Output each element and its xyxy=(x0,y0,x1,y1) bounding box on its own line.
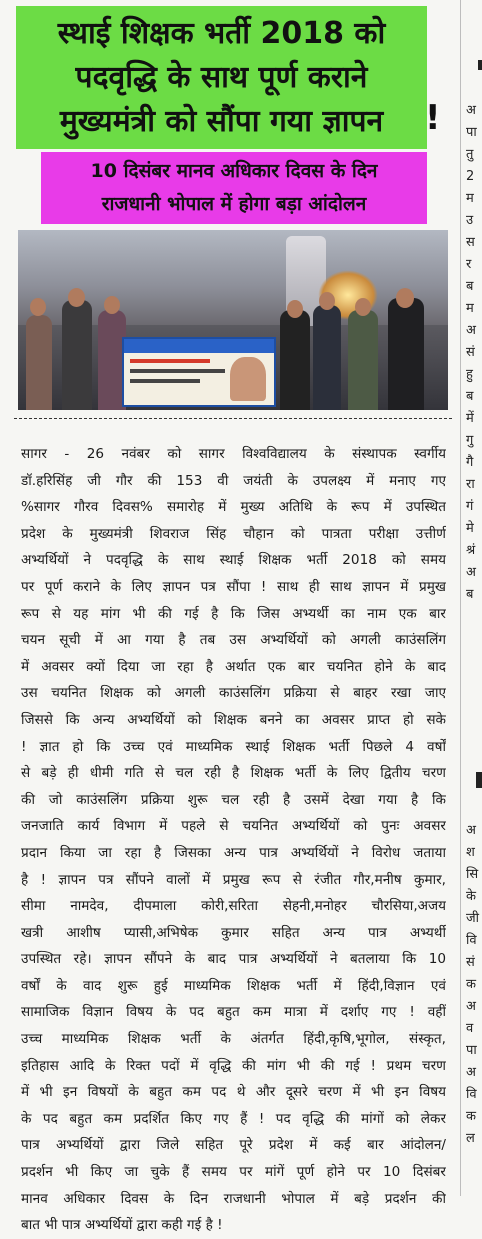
sidebar-fragment: अ xyxy=(466,999,476,1014)
article-line: उस चयनित शिक्षक को अगली काउंसलिंग प्रक्रिया से बाहर रखा जाए xyxy=(21,685,446,702)
article-line: है ! ज्ञापन पत्र सौंपने वालों में प्रमुख रूप से रंजीत गौर,मनीष कुमार, xyxy=(21,871,446,888)
sidebar-fragment: र xyxy=(466,257,472,272)
news-photo xyxy=(18,230,448,410)
sidebar-fragment: पा xyxy=(466,125,477,140)
sidebar-fragment: ब xyxy=(466,389,474,404)
headline-exclamation: ! xyxy=(425,98,441,138)
article-line: से बड़े ही धीमी गति से चल रही है शिक्षक भर्ती के लिए द्वितीय चरण xyxy=(21,765,446,782)
sidebar-fragment: स xyxy=(466,235,475,250)
article-line: पात्र अभ्यर्थियों द्वारा जिले सहित पूरे प्रदेश में कई बार आंदोलन/ xyxy=(21,1137,446,1154)
sidebar-fragment: म xyxy=(466,301,474,316)
sidebar-fragment: सि xyxy=(466,867,479,882)
sidebar-fragment: व xyxy=(466,1021,474,1036)
article-line: में अवसर क्यों दिया जा रहा है अर्थात एक बार चयनित होने के बाद xyxy=(21,658,446,675)
headline-line: मुख्यमंत्री को सौंपा गया ज्ञापन xyxy=(59,104,384,139)
sidebar-fragment: सं xyxy=(466,955,475,970)
sidebar-fragment: में xyxy=(466,411,474,426)
sidebar-fragment: म xyxy=(466,191,474,206)
sidebar-fragment: के xyxy=(466,889,476,904)
article-line: में भी इन विषयों के बहुत कम पद थे और दूसरे चरण में भी इन विषय xyxy=(21,1084,446,1101)
sidebar-fragment: हु xyxy=(466,367,473,382)
sidebar-fragment: उ xyxy=(466,213,474,228)
article-line: प्रदर्शन भी किए जा चुके हैं समय पर मांगें पूर्ण होने पर 10 दिसंबर xyxy=(21,1164,446,1181)
article-line: उपस्थित रहे। ज्ञापन सौंपने के बाद पात्र अभ्यर्थियों ने बतलाया कि 10 xyxy=(21,951,446,968)
sidebar-fragment: अ xyxy=(466,1065,476,1080)
subheadline-line: राजधानी भोपाल में होगा बड़ा आंदोलन xyxy=(101,193,367,215)
headline-line: पदवृद्धि के साथ पूर्ण कराने xyxy=(75,60,368,95)
article-line: ! ज्ञात हो कि उच्च एवं माध्यमिक स्थाई शिक्षक भर्ती पिछले 4 वर्षों xyxy=(21,738,446,755)
sidebar-fragment: ल xyxy=(466,1131,475,1146)
article-line: पर पूर्ण कराने के लिए ज्ञापन पत्र सौंपा ! साथ ही साथ ज्ञापन में प्रमुख xyxy=(21,578,446,595)
sidebar-fragment: वि xyxy=(466,933,477,948)
sidebar-fragment: श xyxy=(466,845,475,860)
sidebar-fragment: सं xyxy=(466,345,475,360)
article-line: वर्षों के वाद शुरू हुई माध्यमिक शिक्षक भर्ती में हिंदी,विज्ञान एवं xyxy=(21,977,446,994)
article-line: सीमा नामदेव, दीपमाला कोरी,सरिता सेहनी,मनोहर चौरसिया,अजय xyxy=(21,898,446,915)
article-line: की जो काउंसलिंग प्रक्रिया शुरू चल रही है उसमें देखा गया है कि xyxy=(21,791,446,808)
article-body xyxy=(21,441,446,1239)
sidebar-fragment: अ xyxy=(466,323,476,338)
sidebar-fragment: 2 xyxy=(466,169,475,184)
sidebar-fragment: क xyxy=(466,1109,476,1124)
article-line: सागर - 26 नवंबर को सागर विश्वविद्यालय के संस्थापक स्वर्गीय xyxy=(21,446,446,462)
sidebar-fragment: गं xyxy=(466,499,474,514)
article-line: के पद बहुत कम प्रदर्शित किए गए हैं ! पद वृद्धि की मांगों को लेकर xyxy=(21,1110,446,1127)
article-line: प्रदेश के मुख्यमंत्री शिवराज सिंह चौहान को पात्रता परीक्षा उत्तीर्ण xyxy=(21,525,446,542)
sidebar-fragment: अ xyxy=(466,565,476,580)
article-line: जनजाति कार्य विभाग में पहले से चयनित अभ्यर्थियों को पुनः अवसर xyxy=(21,818,446,835)
sidebar-fragment: अ xyxy=(466,103,476,118)
protest-banner xyxy=(122,337,276,407)
headline-line: स्थाई शिक्षक भर्ती 2018 को xyxy=(57,16,386,51)
article-line: %सागर गौरव दिवस% समारोह में मुख्य अतिथि के रूप में उपस्थित xyxy=(21,499,446,516)
sidebar-fragment: श्रं xyxy=(466,543,476,558)
article-line: इतिहास आदि के रिक्त पदों में वृद्धि की मांग भी की गई ! प्रथम चरण xyxy=(21,1057,446,1074)
article-line: उच्च माध्यमिक शिक्षक भर्ती के अंतर्गत हिंदी,कृषि,भूगोल, संस्कृत, xyxy=(21,1031,446,1048)
article-line: बात भी पात्र अभ्यर्थियों द्वारा कही गई है ! xyxy=(21,1217,223,1234)
sidebar-fragment: गु xyxy=(466,433,474,448)
section-divider xyxy=(14,418,452,419)
article-line: प्रदान किया जा रहा है जिसका अन्य पात्र अभ्यर्थियों ने विरोध जताया xyxy=(21,844,446,861)
sidebar-fragment: पा xyxy=(466,1043,477,1058)
subheadline-line: 10 दिसंबर मानव अधिकार दिवस के दिन xyxy=(90,160,378,182)
sidebar-fragment: जी xyxy=(466,911,480,926)
article-line: जिससे कि अन्य अभ्यर्थियों को शिक्षक बनने का अवसर प्राप्त हो सके xyxy=(21,711,446,728)
sidebar-fragment: रा xyxy=(466,477,475,492)
sidebar-fragment: मे xyxy=(466,521,474,536)
sidebar-fragment: ब xyxy=(466,279,474,294)
article-line: रूप से यह मांग भी की गई है कि जिस अभ्यर्थी का नाम एक बार xyxy=(21,605,446,622)
article-line: खत्री आशीष प्यासी,अभिषेक कुमार सहित अन्य पात्र अभ्यर्थी xyxy=(21,924,446,941)
article-line: चयन सूची में आ गया है तब उस अभ्यर्थियों को अगली काउंसलिंग xyxy=(21,632,446,649)
article-line: अभ्यर्थियों ने पदवृद्धि के साथ स्थाई शिक्षक भर्ती 2018 को समय xyxy=(21,552,446,569)
article-line: मानव अधिकार दिवस के दिन राजधानी भोपाल में बड़े प्रदर्शन की xyxy=(21,1190,446,1207)
sidebar-fragment: गै xyxy=(466,455,474,470)
sidebar-fragment: क xyxy=(466,977,476,992)
article-line: डॉ.हरिसिंह जी गौर की 153 वी जयंती के उपलक्ष्य में मनाए गए xyxy=(21,472,446,489)
sidebar-fragment: तु xyxy=(466,147,474,162)
adjacent-column-fragment xyxy=(460,0,482,1196)
article-line: सामाजिक विज्ञान विषय के पद बहुत कम मात्रा में दर्शाए गए ! वहीं xyxy=(21,1004,446,1021)
sidebar-fragment: अ xyxy=(466,823,476,838)
headline-box xyxy=(16,6,427,149)
sidebar-fragment: ब xyxy=(466,587,474,602)
subheadline-box xyxy=(41,152,427,224)
sidebar-fragment: वि xyxy=(466,1087,477,1102)
